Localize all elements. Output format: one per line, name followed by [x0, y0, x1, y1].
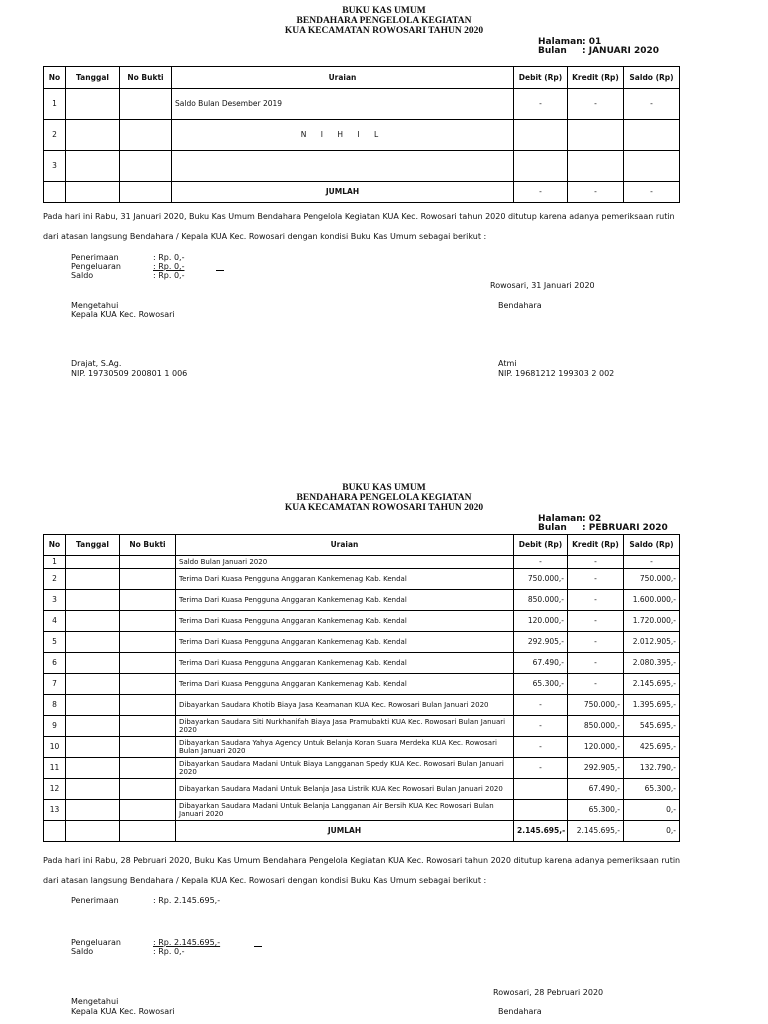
- col-header-no: No: [44, 67, 66, 89]
- cell-saldo: [624, 151, 680, 182]
- cell-tanggal: [66, 632, 120, 653]
- pengeluaran-label: Pengeluaran: [71, 938, 121, 947]
- doc1-kepala-title: Kepala KUA Kec. Rowosari: [71, 310, 175, 319]
- cell-no: 4: [44, 611, 66, 632]
- table-row: [44, 737, 680, 758]
- cell-no: 1: [44, 556, 66, 569]
- col-header-uraian: Uraian: [176, 535, 514, 556]
- doc2-bulan: [538, 524, 668, 533]
- doc2-saldo: [71, 947, 184, 956]
- cell-bukti: [120, 89, 172, 120]
- doc1-total-row: [44, 182, 680, 203]
- cell-saldo: 132.790,-: [624, 758, 680, 779]
- cell-kredit: 65.300,-: [568, 800, 624, 821]
- cell-debit: -: [514, 758, 568, 779]
- cell-debit: 67.490,-: [514, 653, 568, 674]
- cell-debit: [514, 151, 568, 182]
- cell-tanggal: [66, 695, 120, 716]
- saldo-label: Saldo: [71, 947, 94, 956]
- doc1-ledger-table: [43, 66, 680, 203]
- cell-uraian: N I H I L: [172, 120, 514, 151]
- doc1-penerimaan: [71, 253, 184, 262]
- doc2-bulan-value: : PEBRUARI 2020: [582, 523, 668, 533]
- table-row: [44, 695, 680, 716]
- table-row: [44, 569, 680, 590]
- penerimaan-label: Penerimaan: [71, 253, 119, 262]
- cell-bukti: [120, 758, 176, 779]
- cell-kredit: -: [568, 569, 624, 590]
- doc1-pengeluaran: [71, 262, 184, 271]
- cell-uraian: Saldo Bulan Januari 2020: [176, 556, 514, 569]
- doc2-closing-paragraph: Pada hari ini Rabu, 28 Pebruari 2020, Buku Kas Umum Bendahara Pengelola Kegiatan KUA Kec. Rowosari tahun 2020 ditutup karena adanya pemeriksaan rutin: [43, 856, 681, 865]
- cell-bukti: [120, 800, 176, 821]
- cell-tanggal: [66, 758, 120, 779]
- cell-uraian: [172, 151, 514, 182]
- table-row: [44, 800, 680, 821]
- penerimaan-value: : Rp. 0,-: [153, 253, 185, 262]
- col-header-no: No: [44, 535, 66, 556]
- table-row: [44, 779, 680, 800]
- col-header-no-bukti: No Bukti: [120, 67, 172, 89]
- doc1-bendahara-title: Bendahara: [498, 301, 542, 310]
- cell-no: 2: [44, 569, 66, 590]
- cell-debit: -: [514, 556, 568, 569]
- doc1-closing-paragraph-2: dari atasan langsung Bendahara / Kepala KUA Kec. Rowosari dengan kondisi Buku Kas Umum sebagai berikut :: [43, 232, 487, 241]
- cell-debit: 750.000,-: [514, 569, 568, 590]
- doc2-penerimaan: [71, 896, 220, 905]
- cell-debit: 292.905,-: [514, 632, 568, 653]
- cell-bukti: [120, 556, 176, 569]
- cell-tanggal: [66, 151, 120, 182]
- doc1-header-row: [44, 67, 680, 89]
- total-kredit: 2.145.695,-: [568, 821, 624, 842]
- cell-bukti: [120, 120, 172, 151]
- cell-debit: 120.000,-: [514, 611, 568, 632]
- doc2-bendahara-title: Bendahara: [498, 1007, 542, 1016]
- cell-kredit: -: [568, 89, 624, 120]
- cell-uraian: Dibayarkan Saudara Siti Nurkhanifah Biaya Jasa Pramubakti KUA Kec. Rowosari Bulan Januari 2020: [176, 716, 514, 737]
- table-row: [44, 151, 680, 182]
- cell-no: 5: [44, 632, 66, 653]
- cell-debit: [514, 120, 568, 151]
- saldo-label: Saldo: [71, 271, 94, 280]
- doc2-pengeluaran: [71, 938, 220, 947]
- col-header-kredit: Kredit (Rp): [568, 535, 624, 556]
- cell-uraian: Terima Dari Kuasa Pengguna Anggaran Kankemenag Kab. Kendal: [176, 632, 514, 653]
- cell-bukti: [120, 737, 176, 758]
- cell-no: 6: [44, 653, 66, 674]
- doc1-place-date: Rowosari, 31 Januari 2020: [490, 281, 595, 290]
- cell-saldo: 545.695,-: [624, 716, 680, 737]
- doc1-title-line2: BENDAHARA PENGELOLA KEGIATAN: [296, 16, 472, 26]
- total-debit: -: [514, 182, 568, 203]
- col-header-debit: Debit (Rp): [514, 535, 568, 556]
- cell-kredit: [568, 151, 624, 182]
- penerimaan-value: : Rp. 2.145.695,-: [153, 896, 221, 905]
- doc1-bulan: [538, 47, 659, 56]
- cell-debit: -: [514, 695, 568, 716]
- cell-saldo: 2.012.905,-: [624, 632, 680, 653]
- cell-uraian: Dibayarkan Saudara Madani Untuk Biaya Langganan Spedy KUA Kec. Rowosari Bulan Januari 2020: [176, 758, 514, 779]
- cell-saldo: 0,-: [624, 800, 680, 821]
- doc1-kepala-nip: NIP. 19730509 200801 1 006: [71, 369, 188, 378]
- cell-uraian: Dibayarkan Saudara Madani Untuk Belanja Jasa Listrik KUA Kec Rowosari Bulan Januari 2020: [176, 779, 514, 800]
- cell-tanggal: [66, 611, 120, 632]
- doc1-bulan-value: : JANUARI 2020: [582, 46, 660, 56]
- cell-tanggal: [66, 590, 120, 611]
- total-saldo: -: [624, 182, 680, 203]
- cell-no: 2: [44, 120, 66, 151]
- cell-kredit: -: [568, 653, 624, 674]
- cell-kredit: 67.490,-: [568, 779, 624, 800]
- doc1-kepala-name: Drajat, S.Ag.: [71, 359, 122, 368]
- table-row: [44, 556, 680, 569]
- doc1-closing-paragraph: Pada hari ini Rabu, 31 Januari 2020, Buku Kas Umum Bendahara Pengelola Kegiatan KUA Kec. Rowosari tahun 2020 ditutup karena adanya pemeriksaan rutin: [43, 212, 675, 221]
- table-row: [44, 632, 680, 653]
- table-row: [44, 716, 680, 737]
- doc2-title-line3: KUA KECAMATAN ROWOSARI TAHUN 2020: [284, 503, 484, 513]
- doc2-ledger-table: [43, 534, 680, 842]
- cell-bukti: [120, 632, 176, 653]
- col-header-tanggal: Tanggal: [66, 535, 120, 556]
- doc1-mengetahui: Mengetahui: [71, 301, 119, 310]
- table-row: [44, 758, 680, 779]
- pengeluaran-label: Pengeluaran: [71, 262, 121, 271]
- cell-kredit: -: [568, 556, 624, 569]
- cell-saldo: 2.080.395,-: [624, 653, 680, 674]
- cell-uraian: Dibayarkan Saudara Madani Untuk Belanja Langganan Air Bersih KUA Kec Rowosari Bulan Januari 2020: [176, 800, 514, 821]
- doc2-bulan-label: Bulan: [538, 523, 567, 533]
- col-header-no-bukti: No Bukti: [120, 535, 176, 556]
- cell-saldo: 1.720.000,-: [624, 611, 680, 632]
- cell-uraian: Saldo Bulan Desember 2019: [172, 89, 514, 120]
- col-header-saldo: Saldo (Rp): [624, 67, 680, 89]
- cell-tanggal: [66, 653, 120, 674]
- doc2-closing-paragraph-2: dari atasan langsung Bendahara / Kepala KUA Kec. Rowosari dengan kondisi Buku Kas Umum sebagai berikut :: [43, 876, 487, 885]
- doc1-saldo: [71, 271, 184, 280]
- cell-tanggal: [66, 800, 120, 821]
- doc1-bulan-label: Bulan: [538, 46, 567, 56]
- cell-no: 1: [44, 89, 66, 120]
- cell-tanggal: [66, 716, 120, 737]
- cell-no: 3: [44, 590, 66, 611]
- cell-bukti: [120, 653, 176, 674]
- total-label: JUMLAH: [176, 821, 514, 842]
- table-row: [44, 674, 680, 695]
- cell-saldo: 425.695,-: [624, 737, 680, 758]
- pengeluaran-value: : Rp. 2.145.695,-: [153, 938, 221, 947]
- doc1-halaman-label: Halaman: [538, 37, 583, 47]
- cell-kredit: -: [568, 632, 624, 653]
- cell-kredit: 750.000,-: [568, 695, 624, 716]
- cell-debit: 850.000,-: [514, 590, 568, 611]
- cell-no: 9: [44, 716, 66, 737]
- cell-saldo: -: [624, 556, 680, 569]
- cell-uraian: Terima Dari Kuasa Pengguna Anggaran Kankemenag Kab. Kendal: [176, 590, 514, 611]
- total-saldo: 0,-: [624, 821, 680, 842]
- doc2-title-line2: BENDAHARA PENGELOLA KEGIATAN: [296, 493, 472, 503]
- cell-saldo: [624, 120, 680, 151]
- cell-debit: -: [514, 89, 568, 120]
- cell-tanggal: [66, 674, 120, 695]
- cell-bukti: [120, 611, 176, 632]
- cell-bukti: [120, 590, 176, 611]
- table-row: [44, 653, 680, 674]
- cell-kredit: 120.000,-: [568, 737, 624, 758]
- cell-uraian: Terima Dari Kuasa Pengguna Anggaran Kankemenag Kab. Kendal: [176, 569, 514, 590]
- col-header-uraian: Uraian: [172, 67, 514, 89]
- cell-tanggal: [66, 779, 120, 800]
- doc1-bendahara-nip: NIP. 19681212 199303 2 002: [498, 369, 615, 378]
- pengeluaran-value: : Rp. 0,-: [153, 262, 185, 271]
- doc1-title-line1: BUKU KAS UMUM: [342, 6, 426, 16]
- col-header-debit: Debit (Rp): [514, 67, 568, 89]
- cell-saldo: 1.600.000,-: [624, 590, 680, 611]
- cell-no: 13: [44, 800, 66, 821]
- sum-line: [216, 270, 224, 271]
- cell-tanggal: [66, 89, 120, 120]
- cell-saldo: 1.395.695,-: [624, 695, 680, 716]
- table-row: [44, 590, 680, 611]
- cell-tanggal: [66, 569, 120, 590]
- cell-no: 8: [44, 695, 66, 716]
- cell-debit: -: [514, 716, 568, 737]
- doc2-kepala-title: Kepala KUA Kec. Rowosari: [71, 1007, 175, 1016]
- doc1-halaman-value: : 01: [582, 37, 602, 47]
- saldo-value: : Rp. 0,-: [153, 947, 185, 956]
- cell-uraian: Terima Dari Kuasa Pengguna Anggaran Kankemenag Kab. Kendal: [176, 611, 514, 632]
- penerimaan-label: Penerimaan: [71, 896, 119, 905]
- cell-no: 3: [44, 151, 66, 182]
- cell-no: 12: [44, 779, 66, 800]
- cell-bukti: [120, 695, 176, 716]
- cell-no: 11: [44, 758, 66, 779]
- cell-kredit: -: [568, 611, 624, 632]
- cell-debit: [514, 800, 568, 821]
- cell-tanggal: [66, 737, 120, 758]
- doc2-mengetahui: Mengetahui: [71, 997, 119, 1006]
- total-kredit: -: [568, 182, 624, 203]
- doc2-total-row: [44, 821, 680, 842]
- cell-uraian: Terima Dari Kuasa Pengguna Anggaran Kankemenag Kab. Kendal: [176, 674, 514, 695]
- cell-tanggal: [66, 120, 120, 151]
- cell-debit: -: [514, 737, 568, 758]
- cell-saldo: 2.145.695,-: [624, 674, 680, 695]
- cell-saldo: 65.300,-: [624, 779, 680, 800]
- cell-kredit: -: [568, 674, 624, 695]
- cell-uraian: Dibayarkan Saudara Yahya Agency Untuk Belanja Koran Suara Merdeka KUA Kec. Rowosari Bulan Januari 2020: [176, 737, 514, 758]
- cell-bukti: [120, 716, 176, 737]
- cell-saldo: -: [624, 89, 680, 120]
- cell-bukti: [120, 674, 176, 695]
- col-header-tanggal: Tanggal: [66, 67, 120, 89]
- doc2-place-date: Rowosari, 28 Pebruari 2020: [493, 988, 604, 997]
- cell-kredit: 292.905,-: [568, 758, 624, 779]
- table-row: [44, 611, 680, 632]
- cell-debit: [514, 779, 568, 800]
- col-header-saldo: Saldo (Rp): [624, 535, 680, 556]
- cell-kredit: [568, 120, 624, 151]
- total-label: JUMLAH: [172, 182, 514, 203]
- cell-saldo: 750.000,-: [624, 569, 680, 590]
- cell-no: 7: [44, 674, 66, 695]
- doc2-halaman-label: Halaman: [538, 514, 583, 524]
- sum-line: [254, 946, 262, 947]
- total-debit: 2.145.695,-: [514, 821, 568, 842]
- cell-uraian: Terima Dari Kuasa Pengguna Anggaran Kankemenag Kab. Kendal: [176, 653, 514, 674]
- saldo-value: : Rp. 0,-: [153, 271, 185, 280]
- cell-tanggal: [66, 556, 120, 569]
- doc1-bendahara-name: Atmi: [498, 359, 517, 368]
- cell-bukti: [120, 151, 172, 182]
- doc2-halaman-value: : 02: [582, 514, 602, 524]
- doc2-header-row: [44, 535, 680, 556]
- cell-no: 10: [44, 737, 66, 758]
- cell-uraian: Dibayarkan Saudara Khotib Biaya Jasa Keamanan KUA Kec. Rowosari Bulan Januari 2020: [176, 695, 514, 716]
- cell-bukti: [120, 779, 176, 800]
- table-row: [44, 89, 680, 120]
- cell-kredit: 850.000,-: [568, 716, 624, 737]
- cell-bukti: [120, 569, 176, 590]
- doc1-title-line3: KUA KECAMATAN ROWOSARI TAHUN 2020: [284, 26, 484, 36]
- table-row: [44, 120, 680, 151]
- cell-kredit: -: [568, 590, 624, 611]
- cell-debit: 65.300,-: [514, 674, 568, 695]
- col-header-kredit: Kredit (Rp): [568, 67, 624, 89]
- doc2-title-line1: BUKU KAS UMUM: [342, 483, 426, 493]
